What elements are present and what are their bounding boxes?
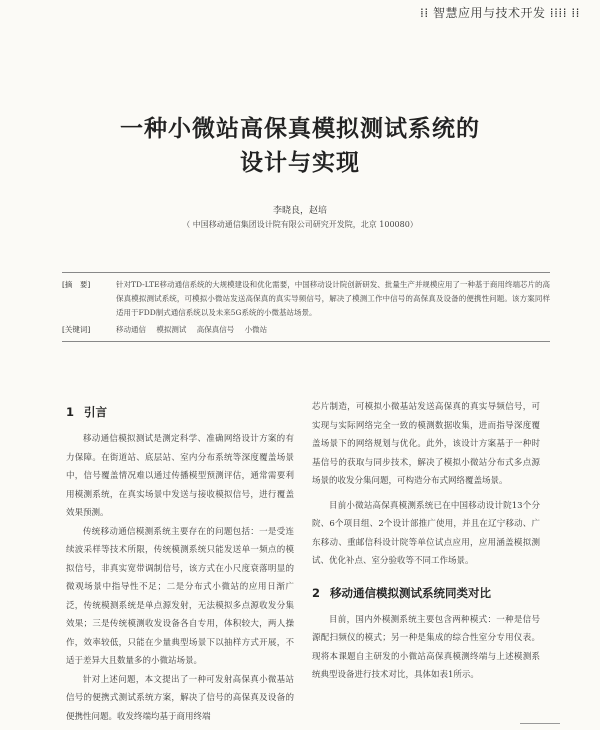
keywords-row <box>62 323 550 337</box>
section-2-number: 2 <box>312 585 321 600</box>
authors: 李晓良，赵培 <box>272 206 327 216</box>
section-1-paragraph-1: 移动通信模拟测试是测定科学、准确网络设计方案的有力保障。在街道站、底层站、室内分布系统等深度覆盖场景中，信号覆盖情况难以通过传播模型预测评估，通常需要利用模测系统，在真实场景中发送与接收模拟信号，进行覆盖效果预测。 <box>66 434 294 518</box>
title-line-1: 一种小微站高保真模拟测试系统的 <box>120 116 480 142</box>
section-1-heading <box>66 400 294 424</box>
keyword-item: 模拟测试 <box>156 325 187 334</box>
keyword-item: 小微站 <box>244 325 268 334</box>
abstract-label: [摘 要] <box>62 280 91 289</box>
right-paragraph-2: 目前小微站高保真模测系统已在中国移动设计院13个分院、6个项目组、2个设计部推广使用，并且在辽宁移动、广东移动、重邮信科设计院等单位试点应用，应用涵盖模拟测试、优化补点、室分验收等不同工作场景。 <box>312 500 540 566</box>
title-line-2: 设计与实现 <box>240 150 360 176</box>
section-2-title: 移动通信模拟测试系统同类对比 <box>330 585 492 600</box>
section-1-paragraph-3: 针对上述问题，本文提出了一种可发射高保真小微基站信号的便携式测试系统方案，解决了信号的高保真及设备的便携性问题。收发终端均基于商用终端 <box>66 674 294 722</box>
abstract-box <box>62 272 550 342</box>
left-column <box>66 398 294 726</box>
section-2-paragraph-1: 目前，国内外模测系统主要包含两种模式：一种是信号源配扫频仪的模式；另一种是集成的综合性室分专用仪表。现将本课题自主研发的小微站高保真模测终端与上述模测系统典型设备进行技术对比，具体如表1所示。 <box>312 614 540 680</box>
section-2-heading <box>312 581 540 605</box>
abstract-row <box>62 278 550 320</box>
journal-header: ⁞⁞ 智慧应用与技术开发 ⁞⁞⁞⁞ ⁞⁞ <box>420 6 580 20</box>
affiliation: （ 中国移动通信集团设计院有限公司研究开发院，北京 100080） <box>182 220 418 229</box>
keyword-item: 高保真信号 <box>196 325 235 334</box>
right-paragraph-1: 芯片制造，可模拟小微基站发送高保真的真实导频信号，可实现与实际网络完全一致的模测数据收集，进而指导深度覆盖场景下的网络规划与优化。此外，该设计方案基于一种时基信号的获取与同步技术，解决了模拟小微站分布式多点源场景的收发分集问题，可构造分布式网络覆盖场景。 <box>312 402 540 486</box>
keywords-list <box>116 323 550 337</box>
abstract-text: 针对TD-LTE移动通信系统的大规模建设和优化需要，中国移动设计院创新研发、批量生产并规模应用了一种基于商用终端芯片的高保真模拟测试系统，可模拟小微站发送高保真的真实导频信号，解决了模测工作中信号的高保真及设备的便携性问题。该方案同样适用于FDD制式通信系统以及未来5G系统的小微基站场景。 <box>116 280 550 317</box>
footer-rule <box>520 723 560 724</box>
keywords-label: [关键词] <box>62 325 91 334</box>
section-1-number: 1 <box>66 405 75 419</box>
keyword-item: 移动通信 <box>116 325 146 334</box>
section-1-title: 引言 <box>84 405 108 419</box>
right-column <box>312 398 540 685</box>
section-1-paragraph-2: 传统移动通信模测系统主要存在的问题包括：一是受连续波采样等技术所限，传统模测系统只能发送单一频点的模拟信号，非真实宽带调制信号，该方式在小尺度衰落明显的微观场景中指导性不足；二是分布式小微站的应用日渐广泛，传统模测系统是单点源发射，无法模拟多点源收发分集效果；三是传统模测收发设备各自专用，体积较大，两人操作，效率较低，只能在少量典型场景下以抽样方式开展，不适于差异大且数量多的小微站场景。 <box>66 526 294 666</box>
paper-title <box>0 112 600 180</box>
